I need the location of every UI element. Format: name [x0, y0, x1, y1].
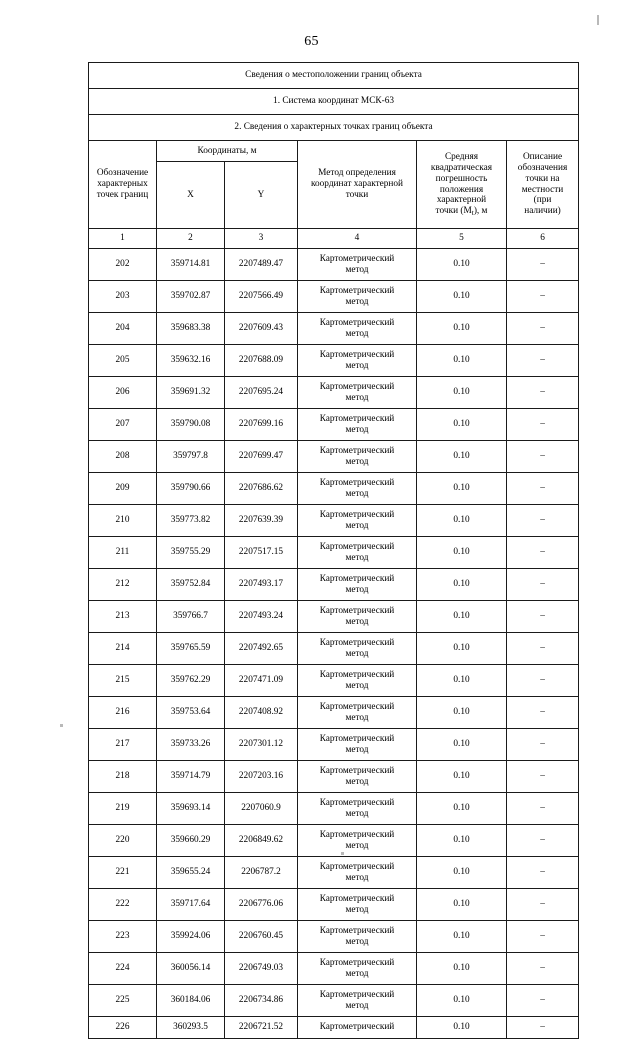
column-number-4: 4 — [298, 229, 417, 249]
header-mse-line-3: погрешность — [435, 173, 488, 184]
cell-determination-method — [298, 953, 417, 985]
cell-point-description: – — [507, 697, 579, 729]
cell-mean-square-error: 0.10 — [417, 249, 507, 281]
cell-coordinate-x: 359733.26 — [157, 729, 225, 761]
table-row — [89, 761, 579, 793]
cell-determination-method — [298, 601, 417, 633]
cell-mean-square-error: 0.10 — [417, 857, 507, 889]
cell-point-description: – — [507, 857, 579, 889]
cell-coordinate-x: 360056.14 — [157, 953, 225, 985]
cell-point-number: 210 — [89, 505, 157, 537]
method-line-1: Картометрический — [319, 893, 395, 904]
column-number-5: 5 — [417, 229, 507, 249]
method-line-2: метод — [345, 328, 369, 339]
cell-coordinate-x: 359773.82 — [157, 505, 225, 537]
method-line-2: метод — [345, 744, 369, 755]
cell-point-description: – — [507, 825, 579, 857]
cell-mean-square-error: 0.10 — [417, 377, 507, 409]
cell-point-number: 220 — [89, 825, 157, 857]
cell-point-number: 212 — [89, 569, 157, 601]
table-row — [89, 249, 579, 281]
header-mse-line-6 — [419, 206, 504, 217]
header-desc-line-2: обозначения — [517, 162, 568, 173]
cell-coordinate-x: 359655.24 — [157, 857, 225, 889]
cell-determination-method — [298, 985, 417, 1017]
cell-point-description: – — [507, 729, 579, 761]
header-mse-line-5: характерной — [436, 195, 487, 206]
column-number-2: 2 — [157, 229, 225, 249]
method-line-2: метод — [345, 616, 369, 627]
document-title: Сведения о местоположении границ объекта — [89, 63, 579, 89]
method-line-2: метод — [345, 264, 369, 275]
method-line-2: метод — [345, 872, 369, 883]
method-line-1: Картометрический — [319, 861, 395, 872]
cell-coordinate-y: 2207699.47 — [225, 441, 298, 473]
method-line-1: Картометрический — [319, 477, 395, 488]
cell-determination-method — [298, 633, 417, 665]
cell-point-description: – — [507, 537, 579, 569]
cell-point-description: – — [507, 889, 579, 921]
table-row — [89, 569, 579, 601]
cell-coordinate-y: 2206749.03 — [225, 953, 298, 985]
cell-coordinate-x: 359753.64 — [157, 697, 225, 729]
cell-coordinate-x: 359632.16 — [157, 345, 225, 377]
cell-coordinate-x: 359762.29 — [157, 665, 225, 697]
header-point-designation: Обозначение характерных точек границ — [89, 141, 157, 229]
cell-point-number: 224 — [89, 953, 157, 985]
header-desc-line-4: местности — [521, 184, 564, 195]
cell-point-description: – — [507, 313, 579, 345]
header-coordinates-group: Координаты, м — [157, 141, 298, 162]
cell-coordinate-y: 2207203.16 — [225, 761, 298, 793]
cell-mean-square-error: 0.10 — [417, 601, 507, 633]
cell-coordinate-x: 359693.14 — [157, 793, 225, 825]
cell-point-description: – — [507, 921, 579, 953]
header-mean-square-error — [417, 141, 507, 229]
cell-coordinate-x: 359717.64 — [157, 889, 225, 921]
page-number: 65 — [304, 34, 319, 49]
cell-determination-method — [298, 441, 417, 473]
method-line-1: Картометрический — [319, 509, 395, 520]
cell-coordinate-x: 359752.84 — [157, 569, 225, 601]
cell-determination-method — [298, 473, 417, 505]
header-mse-line-4: положения — [439, 184, 484, 195]
cell-coordinate-y: 2207301.12 — [225, 729, 298, 761]
coordinate-system-label: 1. Система координат МСК-63 — [89, 89, 579, 115]
cell-determination-method — [298, 761, 417, 793]
cell-point-number: 221 — [89, 857, 157, 889]
cell-coordinate-x: 359790.08 — [157, 409, 225, 441]
cell-coordinate-y: 2207493.24 — [225, 601, 298, 633]
cell-coordinate-y: 2206721.52 — [225, 1017, 298, 1039]
method-line-2: метод — [345, 680, 369, 691]
cell-point-number: 206 — [89, 377, 157, 409]
column-number-6: 6 — [507, 229, 579, 249]
cell-mean-square-error: 0.10 — [417, 281, 507, 313]
table-row — [89, 409, 579, 441]
cell-determination-method — [298, 921, 417, 953]
method-line-1: Картометрический — [319, 381, 395, 392]
method-line-2: метод — [345, 296, 369, 307]
table-row — [89, 345, 579, 377]
method-line-2: метод — [345, 968, 369, 979]
header-desc-line-3: точки на — [525, 173, 560, 184]
cell-coordinate-y: 2206849.62 — [225, 825, 298, 857]
method-line-1: Картометрический — [319, 797, 395, 808]
cell-coordinate-x: 359683.38 — [157, 313, 225, 345]
header-determination-method: Метод определения координат характерной точки — [298, 141, 417, 229]
cell-determination-method — [298, 697, 417, 729]
table-row — [89, 921, 579, 953]
cell-mean-square-error: 0.10 — [417, 953, 507, 985]
cell-coordinate-x: 359714.79 — [157, 761, 225, 793]
table-row — [89, 697, 579, 729]
cell-point-description: – — [507, 985, 579, 1017]
cell-coordinate-y: 2206734.86 — [225, 985, 298, 1017]
header-x-axis: X — [157, 162, 225, 229]
header-row-main — [89, 141, 579, 162]
method-line-2: метод — [345, 488, 369, 499]
cell-coordinate-y: 2207699.16 — [225, 409, 298, 441]
cell-coordinate-x: 360293.5 — [157, 1017, 225, 1039]
method-line-2: метод — [345, 520, 369, 531]
cell-point-description: – — [507, 345, 579, 377]
cell-point-number: 204 — [89, 313, 157, 345]
method-line-2: метод — [345, 584, 369, 595]
method-line-1: Картометрический — [319, 445, 395, 456]
method-line-1: Картометрический — [319, 317, 395, 328]
header-mse-line-1: Средняя — [444, 151, 479, 162]
header-mse-mt-prefix: точки (М — [435, 206, 472, 217]
cell-mean-square-error: 0.10 — [417, 537, 507, 569]
boundary-points-table — [88, 62, 579, 1039]
cell-point-description: – — [507, 505, 579, 537]
cell-determination-method — [298, 377, 417, 409]
method-line-1: Картометрический — [319, 989, 395, 1000]
cell-coordinate-y: 2207493.17 — [225, 569, 298, 601]
table-body — [89, 63, 579, 249]
column-number-1: 1 — [89, 229, 157, 249]
cell-point-number: 202 — [89, 249, 157, 281]
method-line-1: Картометрический — [319, 669, 395, 680]
cell-point-description: – — [507, 953, 579, 985]
cell-mean-square-error: 0.10 — [417, 697, 507, 729]
method-line-1: Картометрический — [319, 253, 395, 264]
method-line-1: Картометрический — [319, 573, 395, 584]
cell-point-number: 219 — [89, 793, 157, 825]
cell-coordinate-x: 359755.29 — [157, 537, 225, 569]
cell-coordinate-x: 359790.66 — [157, 473, 225, 505]
method-line-2: метод — [345, 648, 369, 659]
cell-coordinate-y: 2207688.09 — [225, 345, 298, 377]
cell-determination-method — [298, 1017, 417, 1039]
table-row — [89, 281, 579, 313]
method-line-1: Картометрический — [319, 413, 395, 424]
cell-determination-method — [298, 793, 417, 825]
cell-point-description: – — [507, 249, 579, 281]
cell-mean-square-error: 0.10 — [417, 569, 507, 601]
cell-coordinate-x: 359924.06 — [157, 921, 225, 953]
cell-point-number: 203 — [89, 281, 157, 313]
cell-determination-method — [298, 729, 417, 761]
method-line-1: Картометрический — [319, 349, 395, 360]
method-line-1: Картометрический — [319, 285, 395, 296]
cell-mean-square-error: 0.10 — [417, 665, 507, 697]
cell-coordinate-x: 359702.87 — [157, 281, 225, 313]
cell-coordinate-y: 2207695.24 — [225, 377, 298, 409]
header-mse-line-2: квадратическая — [430, 162, 493, 173]
cell-coordinate-y: 2207566.49 — [225, 281, 298, 313]
method-line-2: метод — [345, 424, 369, 435]
cell-point-description: – — [507, 633, 579, 665]
cell-mean-square-error: 0.10 — [417, 729, 507, 761]
cell-coordinate-x: 359765.59 — [157, 633, 225, 665]
method-line-1: Картометрический — [319, 701, 395, 712]
cell-coordinate-y: 2206787.2 — [225, 857, 298, 889]
cell-mean-square-error: 0.10 — [417, 921, 507, 953]
cell-mean-square-error: 0.10 — [417, 889, 507, 921]
cell-point-number: 214 — [89, 633, 157, 665]
method-line-1: Картометрический — [319, 733, 395, 744]
table-row — [89, 601, 579, 633]
method-line-2: метод — [345, 904, 369, 915]
cell-point-number: 209 — [89, 473, 157, 505]
cell-point-number: 216 — [89, 697, 157, 729]
method-line-1: Картометрический — [319, 541, 395, 552]
table-row — [89, 505, 579, 537]
header-mse-mt-suffix: ), м — [473, 206, 488, 217]
method-line-2: метод — [345, 840, 369, 851]
cell-determination-method — [298, 249, 417, 281]
column-number-3: 3 — [225, 229, 298, 249]
cell-determination-method — [298, 889, 417, 921]
method-line-2: метод — [345, 776, 369, 787]
method-line-2: метод — [345, 1000, 369, 1011]
method-line-2: метод — [345, 712, 369, 723]
cell-determination-method — [298, 281, 417, 313]
method-line-2: метод — [345, 456, 369, 467]
cell-coordinate-y: 2207639.39 — [225, 505, 298, 537]
cell-mean-square-error: 0.10 — [417, 793, 507, 825]
section-characteristic-points-row — [89, 115, 579, 141]
cell-coordinate-y: 2207609.43 — [225, 313, 298, 345]
cell-determination-method — [298, 665, 417, 697]
method-line-1: Картометрический — [319, 925, 395, 936]
cell-coordinate-x: 359714.81 — [157, 249, 225, 281]
coordinate-system-row — [89, 89, 579, 115]
cell-mean-square-error: 0.10 — [417, 505, 507, 537]
cell-coordinate-x: 359797.8 — [157, 441, 225, 473]
cell-point-description: – — [507, 1017, 579, 1039]
method-line-2: метод — [345, 392, 369, 403]
table-row — [89, 537, 579, 569]
cell-point-number: 213 — [89, 601, 157, 633]
table-row — [89, 793, 579, 825]
header-desc-line-6: наличии) — [524, 206, 561, 217]
cell-coordinate-y: 2207471.09 — [225, 665, 298, 697]
cell-determination-method — [298, 313, 417, 345]
table-row — [89, 1017, 579, 1039]
cell-point-description: – — [507, 761, 579, 793]
cell-point-number: 205 — [89, 345, 157, 377]
cell-coordinate-y: 2207492.65 — [225, 633, 298, 665]
cell-point-number: 207 — [89, 409, 157, 441]
section-characteristic-points-label: 2. Сведения о характерных точках границ объекта — [89, 115, 579, 141]
method-line-1: Картометрический — [319, 637, 395, 648]
cell-determination-method — [298, 825, 417, 857]
method-line-1: Картометрический — [319, 605, 395, 616]
cell-point-description: – — [507, 473, 579, 505]
cell-point-number: 223 — [89, 921, 157, 953]
cell-determination-method — [298, 537, 417, 569]
method-line-1: Картометрический — [319, 765, 395, 776]
cell-mean-square-error: 0.10 — [417, 761, 507, 793]
table-row — [89, 473, 579, 505]
cell-point-description: – — [507, 281, 579, 313]
cell-coordinate-y: 2207517.15 — [225, 537, 298, 569]
cell-coordinate-x: 359766.7 — [157, 601, 225, 633]
cell-coordinate-y: 2206760.45 — [225, 921, 298, 953]
cell-coordinate-y: 2207060.9 — [225, 793, 298, 825]
cell-mean-square-error: 0.10 — [417, 441, 507, 473]
cell-point-number: 222 — [89, 889, 157, 921]
cell-determination-method — [298, 569, 417, 601]
cell-mean-square-error: 0.10 — [417, 1017, 507, 1039]
table-row — [89, 313, 579, 345]
method-line-1: Картометрический — [319, 957, 395, 968]
cell-determination-method — [298, 345, 417, 377]
table-row — [89, 441, 579, 473]
cell-point-description: – — [507, 601, 579, 633]
table-row — [89, 825, 579, 857]
method-line-2: метод — [345, 360, 369, 371]
cell-point-number: 211 — [89, 537, 157, 569]
cell-coordinate-y: 2207489.47 — [225, 249, 298, 281]
cell-coordinate-x: 359660.29 — [157, 825, 225, 857]
cell-point-number: 226 — [89, 1017, 157, 1039]
table-row — [89, 729, 579, 761]
method-line-2: метод — [345, 808, 369, 819]
header-desc-line-5: (при — [533, 195, 552, 206]
cell-coordinate-x: 359691.32 — [157, 377, 225, 409]
method-line-2: метод — [345, 552, 369, 563]
cell-point-number: 225 — [89, 985, 157, 1017]
table-row — [89, 377, 579, 409]
cell-point-description: – — [507, 441, 579, 473]
cell-determination-method — [298, 857, 417, 889]
cell-determination-method — [298, 409, 417, 441]
document-title-row — [89, 63, 579, 89]
cell-point-description: – — [507, 665, 579, 697]
cell-point-number: 217 — [89, 729, 157, 761]
cell-point-description: – — [507, 377, 579, 409]
table-row — [89, 857, 579, 889]
cell-mean-square-error: 0.10 — [417, 313, 507, 345]
method-line-1: Картометрический — [319, 829, 395, 840]
cell-mean-square-error: 0.10 — [417, 345, 507, 377]
cell-point-description: – — [507, 409, 579, 441]
header-mse-mt-subscript: t — [471, 208, 474, 218]
cell-point-number: 218 — [89, 761, 157, 793]
table-row — [89, 633, 579, 665]
cell-mean-square-error: 0.10 — [417, 985, 507, 1017]
table-row — [89, 889, 579, 921]
cell-determination-method — [298, 505, 417, 537]
cell-point-number: 215 — [89, 665, 157, 697]
cell-point-description: – — [507, 793, 579, 825]
cell-coordinate-y: 2206776.06 — [225, 889, 298, 921]
header-point-description — [507, 141, 579, 229]
boundary-points-table-container — [88, 62, 578, 1039]
cell-coordinate-y: 2207408.92 — [225, 697, 298, 729]
data-rows-body — [89, 249, 579, 1039]
table-row — [89, 953, 579, 985]
header-y-axis: Y — [225, 162, 298, 229]
table-row — [89, 985, 579, 1017]
cell-coordinate-x: 360184.06 — [157, 985, 225, 1017]
method-line-2: метод — [345, 936, 369, 947]
cell-point-description: – — [507, 569, 579, 601]
cell-coordinate-y: 2207686.62 — [225, 473, 298, 505]
cell-point-number: 208 — [89, 441, 157, 473]
method-line-1: Картометрический — [319, 1022, 395, 1033]
cell-mean-square-error: 0.10 — [417, 409, 507, 441]
table-row — [89, 665, 579, 697]
cell-mean-square-error: 0.10 — [417, 473, 507, 505]
cell-mean-square-error: 0.10 — [417, 825, 507, 857]
cell-mean-square-error: 0.10 — [417, 633, 507, 665]
column-number-row — [89, 229, 579, 249]
header-desc-line-1: Описание — [522, 151, 563, 162]
